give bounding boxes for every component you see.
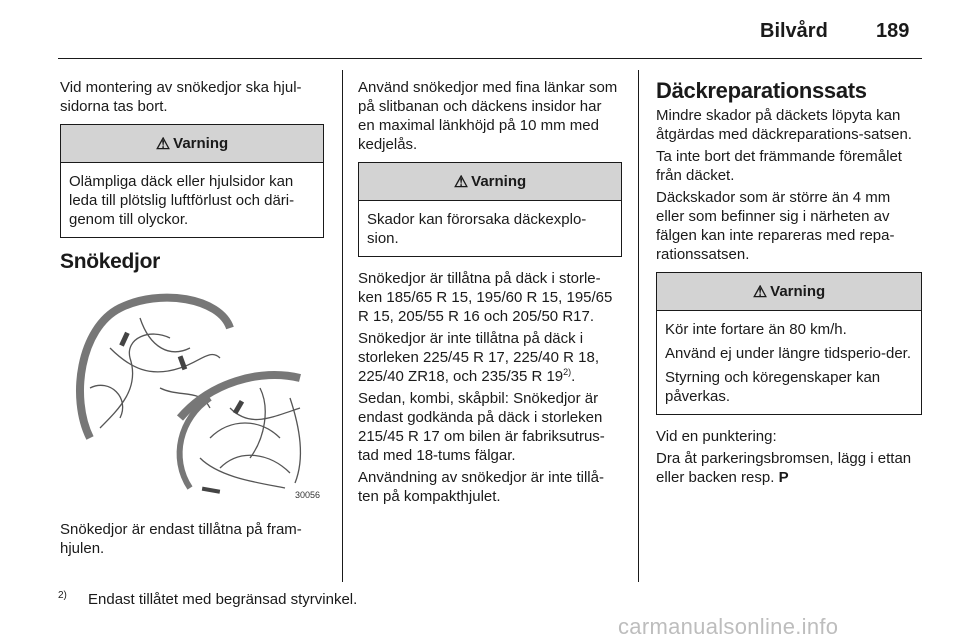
watermark: carmanualsonline.info	[618, 614, 839, 639]
header-rule	[58, 58, 922, 59]
warning-text: Skador kan förorsaka däckexplo-sion.	[367, 211, 587, 247]
figure-caption: Snökedjor är endast tillåtna på fram-hjulen.	[60, 521, 302, 557]
column-divider-1	[342, 70, 343, 582]
section-heading-tire-repair: Däckreparationssats	[656, 78, 867, 103]
allowed-sizes-paragraph: Snökedjor är tillåtna på däck i storle-ken 185/65 R 15, 195/60 R 15, 195/65 R 15, 205/55 R 16 och 205/50 R17.	[358, 270, 613, 325]
column-3	[656, 78, 922, 490]
warning-box-1	[60, 124, 324, 238]
warning-item: Använd ej under längre tidsperio-der.	[665, 345, 911, 362]
warning-item: Kör inte fortare än 80 km/h.	[665, 321, 847, 338]
page-number: 189	[876, 20, 910, 42]
warning-header	[359, 163, 621, 201]
snow-chain-icon	[60, 288, 324, 504]
warning-header	[657, 273, 921, 311]
warning-item: Styrning och köregenskaper kan påverkas.	[665, 369, 881, 405]
warning-triangle-icon: ⚠	[155, 135, 171, 153]
not-allowed-sizes-paragraph	[358, 329, 622, 386]
parking-brake-text: Dra åt parkeringsbromsen, lägg i ettan eller backen resp.	[656, 450, 912, 486]
footnote-mark: 2)	[58, 590, 67, 601]
not-allowed-text: Snökedjor är inte tillåtna på däck i storleken 225/45 R 17, 225/40 R 18, 225/40 ZR18, och 235/35 R 19	[358, 330, 599, 385]
snow-chains-illustration	[60, 288, 324, 504]
gear-p-label: P	[778, 469, 789, 486]
warning-title: Varning	[173, 135, 229, 152]
section-heading-snokedjor: Snökedjor	[60, 250, 160, 273]
warning-body	[359, 201, 621, 256]
damage-size-paragraph: Däckskador som är större än 4 mm eller som befinner sig i närheten av fälgen kan inte repareras med repa-rationssatsen.	[656, 189, 895, 263]
warning-box-3	[656, 272, 922, 415]
body-type-paragraph: Sedan, kombi, skåpbil: Snökedjor är endast godkända på däck i storleken 215/45 R 17 om bilen är fabriksutrus-tad med 18-tums fälgar.	[358, 390, 605, 464]
puncture-paragraph: Vid en punktering:	[656, 428, 777, 445]
warning-box-2	[358, 162, 622, 257]
chain-spec-paragraph: Använd snökedjor med fina länkar som på slitbanan och däckens insidor har en maximal länkhöjd på 10 mm med kedjelås.	[358, 79, 618, 153]
compact-wheel-paragraph: Användning av snökedjor är inte tillå-ten på kompakthjulet.	[358, 469, 604, 505]
column-1	[60, 78, 324, 564]
intro-paragraph: Vid montering av snökedjor ska hjul-sidorna tas bort.	[60, 79, 302, 115]
warning-title: Varning	[770, 283, 826, 300]
repair-intro-paragraph: Mindre skador på däckets löpyta kan åtgärdas med däckreparations-satsen.	[656, 107, 912, 143]
column-divider-2	[638, 70, 639, 582]
warning-header	[61, 125, 323, 163]
footnote-reference: 2)	[563, 367, 572, 377]
warning-triangle-icon: ⚠	[752, 283, 768, 301]
warning-title: Varning	[471, 173, 527, 190]
warning-body	[657, 311, 921, 414]
footnote-text: Endast tillåtet med begränsad styrvinkel.	[88, 591, 358, 608]
figure-id: 30056	[294, 490, 320, 500]
column-2	[358, 78, 622, 509]
parking-brake-paragraph	[656, 449, 922, 487]
page-header	[0, 0, 960, 62]
foreign-object-paragraph: Ta inte bort det främmande föremålet från däcket.	[656, 148, 902, 184]
warning-text: Olämpliga däck eller hjulsidor kan leda till plötslig luftförlust och däri-genom till olyckor.	[69, 173, 295, 228]
warning-triangle-icon: ⚠	[453, 173, 469, 191]
header-section-title: Bilvård	[760, 20, 828, 42]
punctuation: .	[571, 368, 576, 385]
warning-body	[61, 163, 323, 237]
